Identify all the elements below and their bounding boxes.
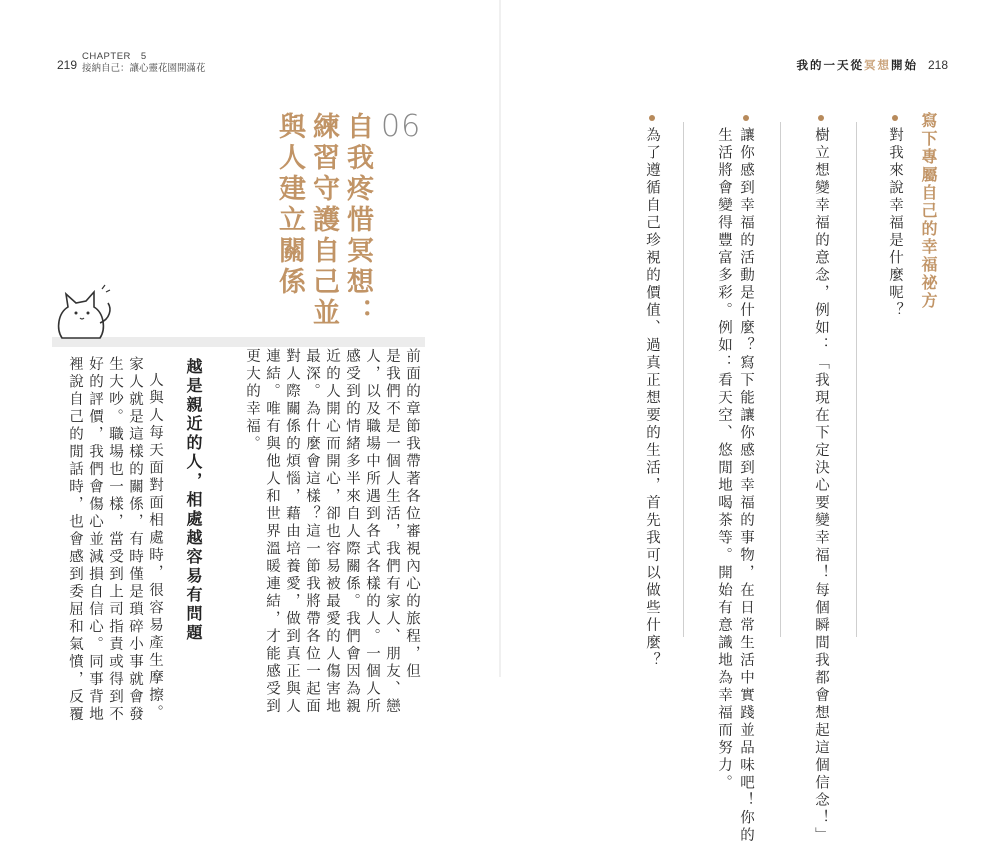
bullet-icon	[743, 115, 749, 121]
running-head-accent: 冥想	[864, 58, 891, 72]
section-number: 06	[381, 109, 422, 144]
subheading: 越是親近的人，相處越容易有問題	[184, 358, 203, 643]
intro-line: 對人際關係的煩惱，藉由培養愛，做到真正與人	[284, 348, 300, 716]
chapter-label: CHAPTER 5	[82, 51, 147, 62]
chapter-header	[82, 51, 206, 75]
intro-line: 人，以及職場中所遇到各式各樣的人。一個人所	[364, 348, 380, 716]
divider	[683, 122, 684, 637]
title-line-1: 自我疼惜冥想：	[342, 112, 373, 329]
prompt-line: 生活將會變得豐富多彩。例如：看天空、悠閒地喝茶等。開始有意識地為幸福而努力。	[716, 127, 732, 792]
prompt-line: 對我來說幸福是什麼呢？	[887, 127, 903, 320]
prompt-line: 樹立想變幸福的意念，例如：「我現在下定決心要變幸福！每個瞬間我都會想起這個信念！」	[813, 127, 829, 845]
bullet-icon	[649, 115, 655, 121]
body-line: 生大吵。職場也一樣，當受到上司指責或得到不	[107, 356, 123, 724]
intro-line: 是我們不是一個人生活，我們有家人、朋友、戀	[384, 348, 400, 716]
title-line-2: 練習守護自己並	[308, 112, 339, 329]
intro-line: 前面的章節我帶著各位審視內心的旅程，但	[404, 348, 420, 681]
running-head	[797, 57, 919, 73]
chapter-subtitle: 接納自己：讓心靈花園開滿花	[82, 63, 206, 74]
divider	[780, 122, 781, 637]
divider	[856, 122, 857, 637]
running-head-suffix: 開始	[891, 58, 918, 72]
bullet-icon	[818, 115, 824, 121]
running-head-prefix: 我的一天從	[796, 58, 864, 72]
intro-line: 最深。為什麼會這樣？這一節我將帶各位一起面	[304, 348, 320, 716]
intro-line: 更大的幸福。	[244, 348, 260, 453]
body-line: 裡說自己的閒話時，也會感到委屈和氣憤，反覆	[67, 356, 83, 724]
prompt-line: 讓你感到幸福的活動是什麼？寫下能讓你感到幸福的事物，在日常生活中實踐並品味吧！你的	[738, 127, 754, 845]
sitting-cat-illustration	[52, 283, 118, 343]
intro-line: 感受到的情緒多半來自人際關係。我們會因為親	[344, 348, 360, 716]
intro-line: 近的人開心而開心，卻也容易被最愛的人傷害地	[324, 348, 340, 716]
section-title: 寫下專屬自己的幸福祕方	[919, 112, 938, 310]
body-line: 好的評價，我們會傷心並減損自信心。同事背地	[87, 356, 103, 724]
intro-line: 連結。唯有與他人和世界溫暖連結，才能感受到	[264, 348, 280, 716]
body-line: 人與人每天面對面相處時，很容易產生摩擦。	[147, 372, 163, 722]
right-page-number: 218	[928, 58, 949, 72]
left-page-number: 219	[57, 58, 78, 72]
prompt-line: 為了遵循自己珍視的價值、過真正想要的生活，首先我可以做些什麼？	[644, 127, 660, 670]
bullet-icon	[892, 115, 898, 121]
body-line: 家人就是這樣的關係，有時僅是瑣碎小事就會發	[127, 356, 143, 724]
book-spine	[499, 0, 501, 677]
title-line-3: 與人建立關係	[274, 112, 305, 298]
